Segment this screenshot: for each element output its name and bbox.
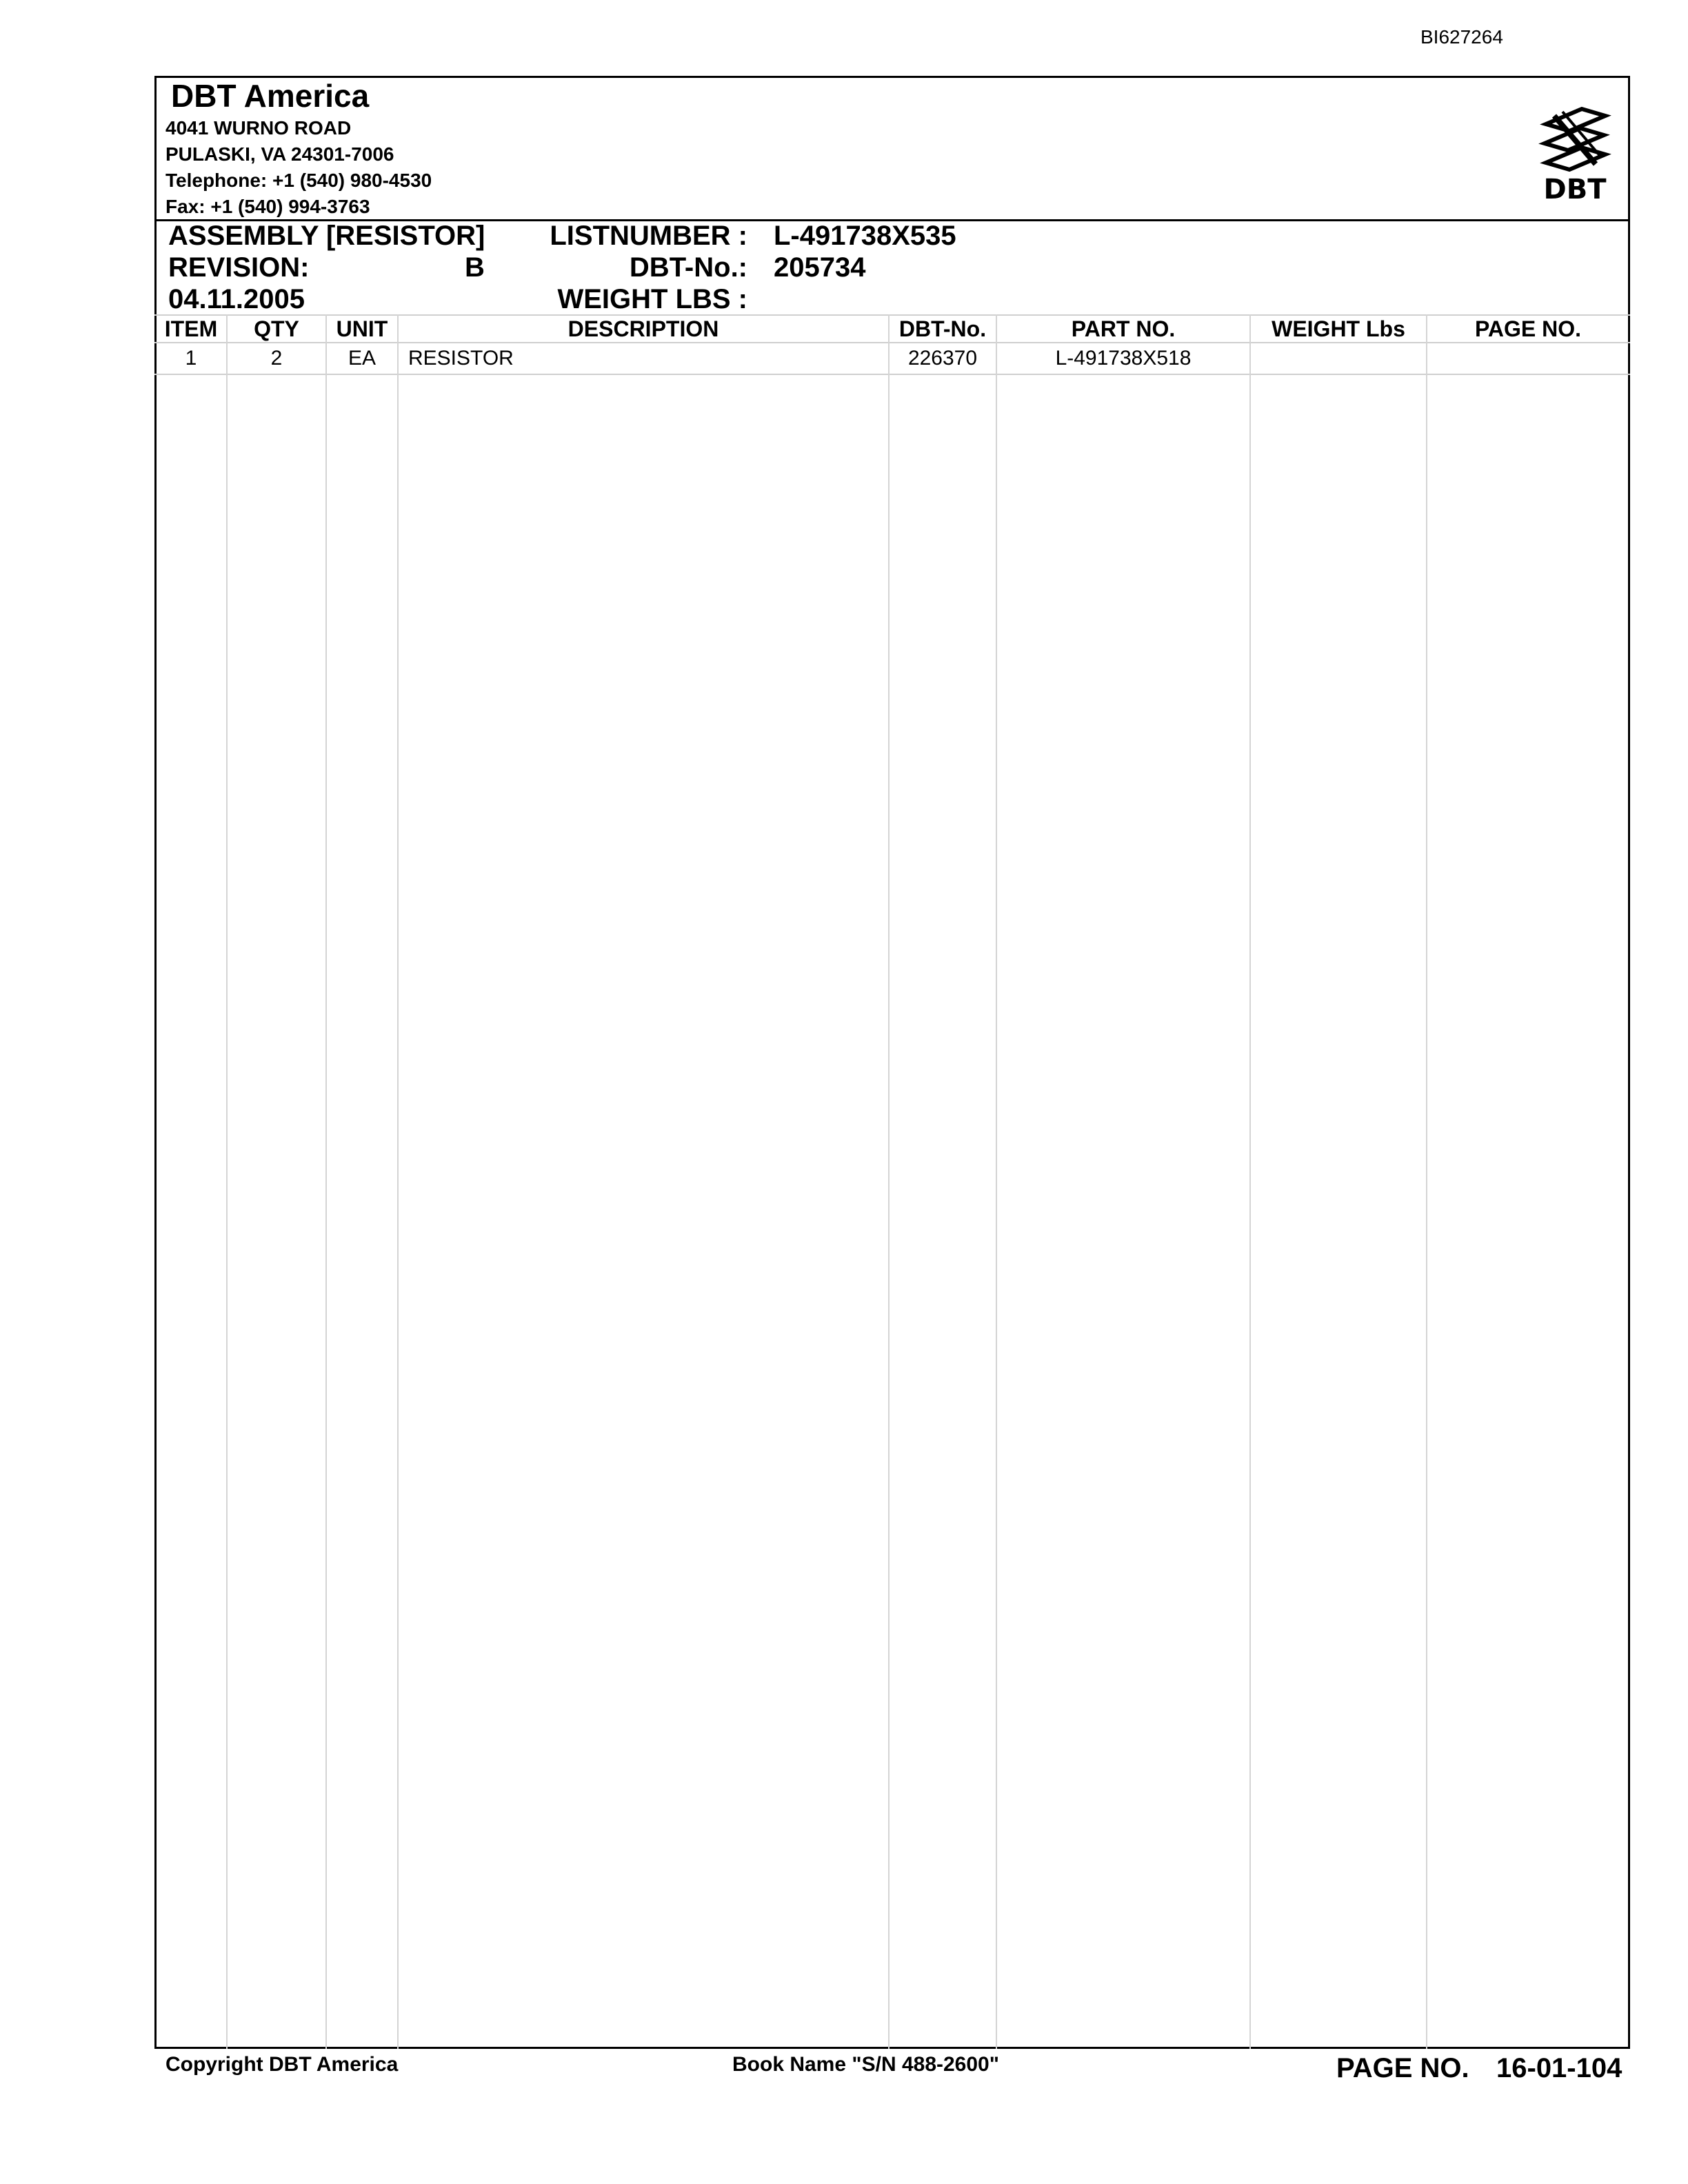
logo-text: DBT — [1543, 174, 1607, 205]
listnumber-label: LISTNUMBER : — [550, 221, 747, 251]
column-divider — [397, 314, 399, 2049]
revision-value: B — [465, 252, 485, 283]
cell-part-no: L-491738X518 — [1055, 347, 1192, 370]
column-header-dbt-no: DBT-No. — [898, 316, 987, 341]
column-divider — [325, 314, 327, 2049]
dbt-logo-icon — [1534, 95, 1616, 205]
column-header-unit: UNIT — [336, 316, 388, 341]
footer-page-label: PAGE NO. — [1336, 2053, 1469, 2083]
date: 04.11.2005 — [168, 284, 305, 314]
company-address-line1: 4041 WURNO ROAD — [165, 117, 352, 139]
table-header-rule — [154, 342, 1630, 343]
column-divider — [996, 314, 997, 2049]
cell-weight — [1251, 345, 1426, 372]
assembly-title: ASSEMBLY [RESISTOR] — [168, 221, 485, 251]
cell-unit: EA — [348, 347, 376, 370]
cell-description: RESISTOR — [408, 347, 514, 370]
weight-label: WEIGHT LBS : — [557, 284, 747, 314]
column-header-item: ITEM — [164, 316, 218, 341]
column-divider — [226, 314, 228, 2049]
column-divider — [1249, 314, 1251, 2049]
cell-qty: 2 — [270, 347, 283, 370]
dbt-no-value: 205734 — [774, 252, 866, 283]
listnumber-value: L-491738X535 — [774, 221, 956, 251]
company-name: DBT America — [171, 78, 370, 114]
cell-item: 1 — [185, 347, 197, 370]
column-divider — [888, 314, 890, 2049]
footer-copyright: Copyright DBT America — [165, 2053, 399, 2076]
column-divider — [1426, 314, 1427, 2049]
table-row-rule — [154, 374, 1630, 375]
footer-page-value: 16-01-104 — [1496, 2053, 1622, 2083]
column-header-description: DESCRIPTION — [567, 316, 719, 341]
column-header-part-no: PART NO. — [1071, 316, 1176, 341]
footer-book-name: Book Name "S/N 488-2600" — [732, 2053, 999, 2076]
column-header-page-no: PAGE NO. — [1474, 316, 1582, 341]
document-id: BI627264 — [1420, 26, 1503, 48]
column-header-weight: WEIGHT Lbs — [1272, 316, 1405, 341]
cell-page-no — [1427, 345, 1629, 372]
column-header-qty: QTY — [254, 316, 299, 341]
revision-label: REVISION: — [168, 252, 310, 283]
company-address-line2: PULASKI, VA 24301-7006 — [165, 143, 394, 165]
dbt-no-label: DBT-No.: — [629, 252, 747, 283]
company-fax: Fax: +1 (540) 994-3763 — [165, 196, 370, 217]
company-telephone: Telephone: +1 (540) 980-4530 — [165, 170, 432, 191]
cell-dbt-no: 226370 — [907, 347, 978, 370]
